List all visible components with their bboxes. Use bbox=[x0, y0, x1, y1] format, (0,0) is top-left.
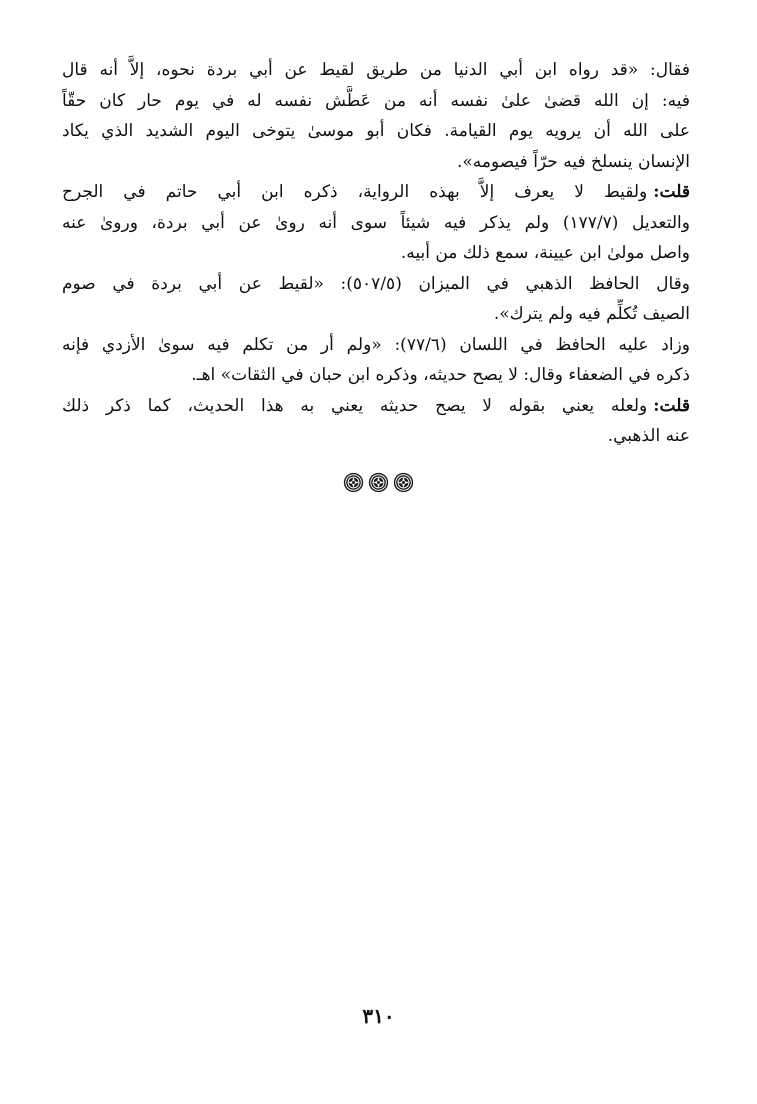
text-line: فقال: «قد رواه ابن أبي الدنيا من طريق لقيط عن أبي بردة نحوه، إلاَّ أنه قال bbox=[62, 60, 690, 80]
text-line: الصيف تُكلِّم فيه ولم يترك». bbox=[493, 304, 690, 324]
paragraph-2 bbox=[62, 177, 690, 269]
paragraph-5 bbox=[62, 391, 690, 452]
text-line: والتعديل (١٧٧/٧) ولم يذكر فيه شيئاً سوى أنه روىٰ عن أبي بردة، وروىٰ عنه bbox=[62, 212, 690, 233]
text-line-body: ولعله يعني بقوله لا يصح حديثه يعني به هذا الحديث، كما ذكر ذلك bbox=[62, 395, 648, 416]
rosette-icon bbox=[393, 472, 414, 493]
paragraph-4 bbox=[62, 330, 690, 391]
text-line: فيه: إن الله قضىٰ علىٰ نفسه أنه من عَطَّش نفسه له في يوم حار كان حقّاً bbox=[62, 90, 690, 111]
rosette-icon bbox=[368, 472, 389, 493]
text-line bbox=[62, 391, 690, 422]
paragraph-1 bbox=[62, 55, 690, 177]
text-line: على الله أن يرويه يوم القيامة. فكان أبو موسىٰ يتوخى اليوم الشديد الذي يكاد bbox=[62, 121, 690, 141]
text-line: واصل مولىٰ ابن عيينة، سمع ذلك من أبيه. bbox=[400, 243, 690, 263]
text-line: الإنسان ينسلخ فيه حرّاً فيصومه». bbox=[456, 151, 690, 172]
ornament-divider bbox=[0, 472, 757, 496]
lead-word: قلت: bbox=[653, 182, 690, 202]
page-number: ٣١٠ bbox=[362, 1004, 395, 1028]
paragraph-3 bbox=[62, 269, 690, 330]
text-line: عنه الذهبي. bbox=[607, 426, 690, 446]
text-line: وزاد عليه الحافظ في اللسان (٧٧/٦): «ولم أر من تكلم فيه سوىٰ الأزدي فإنه bbox=[62, 334, 690, 355]
text-line-body: ولقيط لا يعرف إلاَّ بهذه الرواية، ذكره ابن أبي حاتم في الجرح bbox=[62, 182, 648, 202]
page-body bbox=[62, 55, 690, 452]
text-line bbox=[62, 177, 690, 208]
text-line: وقال الحافظ الذهبي في الميزان (٥٠٧/٥): «لقيط عن أبي بردة في صوم bbox=[62, 273, 690, 294]
text-line: ذكره في الضعفاء وقال: لا يصح حديثه، وذكره ابن حبان في الثقات» اهـ. bbox=[191, 365, 690, 385]
lead-word: قلت: bbox=[653, 395, 690, 416]
rosette-icon bbox=[343, 472, 364, 493]
